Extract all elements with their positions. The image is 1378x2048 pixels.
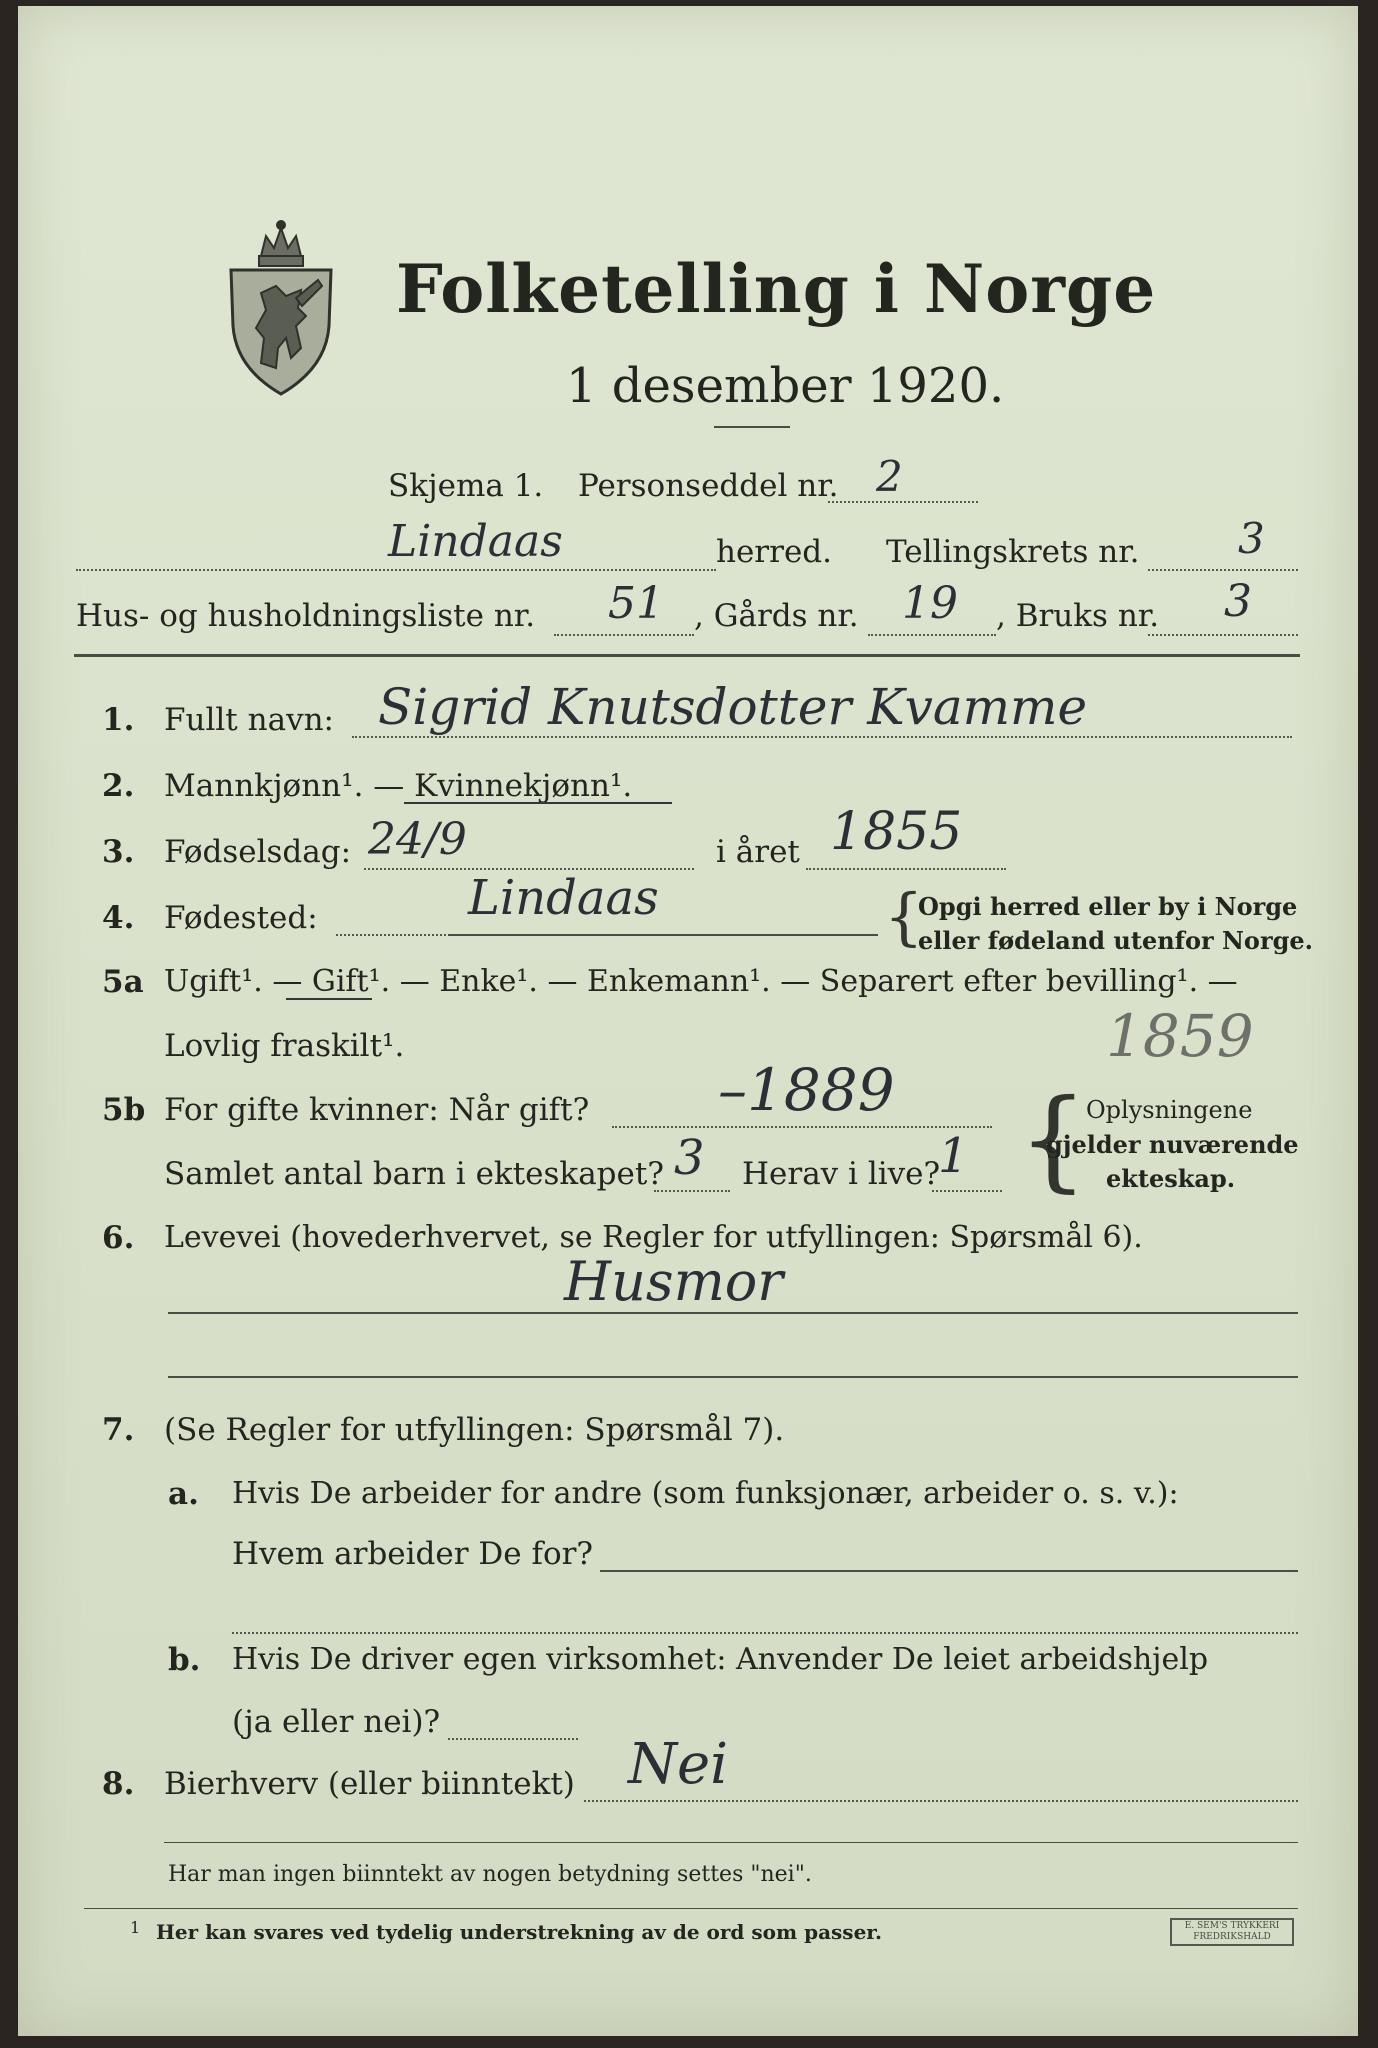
q7a-line1: Hvis De arbeider for andre (som funksjonær, arbeider o. s. v.): (232, 1476, 1179, 1511)
q5b-alive-label: Herav i live? (742, 1156, 941, 1192)
form-title: Folketelling i Norge (396, 250, 1157, 328)
hus-value[interactable]: 51 (608, 578, 664, 629)
bruks-value[interactable]: 3 (1224, 576, 1252, 627)
q5a-number: 5a (102, 964, 144, 1000)
title-divider (714, 426, 790, 428)
printer-stamp-line1: E. SEM'S TRYKKERI (1184, 1921, 1280, 1931)
q2-label: Mannkjønn¹. — Kvinnekjønn¹. (164, 768, 633, 804)
q4-label: Fødested: (164, 900, 318, 936)
q7a-line2: Hvem arbeider De for? (232, 1536, 594, 1572)
q5b-alive-value[interactable]: 1 (938, 1128, 969, 1184)
gards-value[interactable]: 19 (902, 578, 958, 629)
q5b-married-label: For gifte kvinner: Når gift? (164, 1092, 590, 1128)
q5b-alive-line (932, 1190, 1002, 1192)
hus-line (554, 634, 694, 636)
herred-label: herred. (716, 534, 832, 570)
q7a-letter: a. (168, 1476, 199, 1512)
gards-label: , Gårds nr. (694, 598, 859, 634)
q8-answer-line (584, 1800, 1298, 1802)
q6-label: Levevei (hovederhvervet, se Regler for utfyllingen: Spørsmål 6). (164, 1220, 1143, 1255)
q7b-answer-line (448, 1738, 578, 1740)
footnote-divider (84, 1908, 1298, 1909)
footnote-mark: 1 (130, 1918, 141, 1937)
q3-number: 3. (102, 834, 135, 870)
q2-number: 2. (102, 768, 135, 804)
q7b-letter: b. (168, 1642, 201, 1678)
nei-note: Har man ingen biinntekt av nogen betydning settes "nei". (168, 1862, 812, 1887)
q7-label: (Se Regler for utfyllingen: Spørsmål 7). (164, 1412, 785, 1448)
q6-value[interactable]: Husmor (564, 1250, 784, 1313)
q5b-children-line (654, 1190, 730, 1192)
q8-number: 8. (102, 1766, 135, 1802)
printer-stamp (1170, 1918, 1294, 1946)
q7b-line1: Hvis De driver egen virksomhet: Anvender De leiet arbeidshjelp (232, 1642, 1209, 1677)
q3-year-label: i året (716, 834, 800, 870)
bruks-label: , Bruks nr. (996, 598, 1160, 634)
census-form-sheet (18, 6, 1358, 2036)
q5b-children-value[interactable]: 3 (674, 1130, 705, 1186)
census-date: 1 desember 1920. (566, 358, 1005, 414)
q5a-line2: Lovlig fraskilt¹. (164, 1028, 405, 1064)
q8-value[interactable]: Nei (628, 1732, 729, 1797)
q5b-married-line (612, 1126, 992, 1128)
q3-label: Fødselsdag: (164, 834, 352, 870)
norwegian-coat-of-arms-icon (226, 198, 336, 398)
personseddel-value[interactable]: 2 (876, 452, 903, 501)
bottom-divider (164, 1842, 1298, 1843)
q7a-answer-line1 (600, 1570, 1298, 1572)
q1-number: 1. (102, 702, 135, 738)
bruks-line (1148, 634, 1298, 636)
q4-number: 4. (102, 900, 135, 936)
q4-brace: { (884, 880, 924, 953)
q5a-line1: Ugift¹. — Gift¹. — Enke¹. — Enkemann¹. — Separert efter bevilling¹. — (164, 964, 1238, 999)
q1-label: Fullt navn: (164, 702, 334, 738)
herred-value[interactable]: Lindaas (388, 516, 563, 567)
q1-value[interactable]: Sigrid Knutsdotter Kvamme (378, 678, 1088, 736)
q8-label: Bierhverv (eller biinntekt) (164, 1766, 575, 1802)
q5a-margin-note: 1859 (1106, 1002, 1254, 1070)
tellingskrets-label: Tellingskrets nr. (886, 534, 1140, 570)
q1-line (352, 736, 1292, 738)
q4-line-left (336, 934, 446, 936)
tellingskrets-value[interactable]: 3 (1238, 514, 1265, 563)
q7a-answer-line2 (232, 1632, 1298, 1634)
personseddel-line (828, 501, 978, 503)
q6-line2 (168, 1376, 1298, 1378)
q4-value[interactable]: Lindaas (468, 870, 659, 926)
q5b-note-line1: Oplysningene (1086, 1096, 1253, 1124)
q4-line (448, 934, 878, 936)
q5b-note-line2: gjelder nuværende (1046, 1130, 1299, 1159)
gards-line (868, 634, 996, 636)
personseddel-label: Personseddel nr. (578, 468, 839, 504)
q6-number: 6. (102, 1220, 135, 1256)
q2-underline (404, 802, 672, 804)
q5b-number: 5b (102, 1092, 146, 1128)
tellingskrets-line (1148, 569, 1298, 571)
q4-note-line2: eller fødeland utenfor Norge. (918, 926, 1313, 955)
q5b-married-value[interactable]: –1889 (718, 1056, 895, 1124)
q5b-children-label: Samlet antal barn i ekteskapet? (164, 1156, 664, 1192)
q3-year-value[interactable]: 1855 (830, 802, 963, 862)
q7b-line2: (ja eller nei)? (232, 1704, 441, 1740)
skjema-label: Skjema 1. (388, 468, 544, 504)
footnote-text: Her kan svares ved tydelig understrekning av de ord som passer. (156, 1920, 882, 1944)
q7-number: 7. (102, 1412, 135, 1448)
q5a-gift-underline (286, 998, 372, 1000)
q3-value[interactable]: 24/9 (368, 814, 467, 865)
q3-year-line (806, 868, 1006, 870)
q5b-brace: { (1018, 1075, 1088, 1203)
hus-label: Hus- og husholdningsliste nr. (76, 598, 536, 634)
header-divider (74, 654, 1300, 657)
herred-line (76, 569, 716, 571)
q4-note-line1: Opgi herred eller by i Norge (918, 892, 1298, 921)
q5b-note-line3: ekteskap. (1106, 1164, 1236, 1193)
printer-stamp-line2: FREDRIKSHALD (1193, 1932, 1271, 1942)
